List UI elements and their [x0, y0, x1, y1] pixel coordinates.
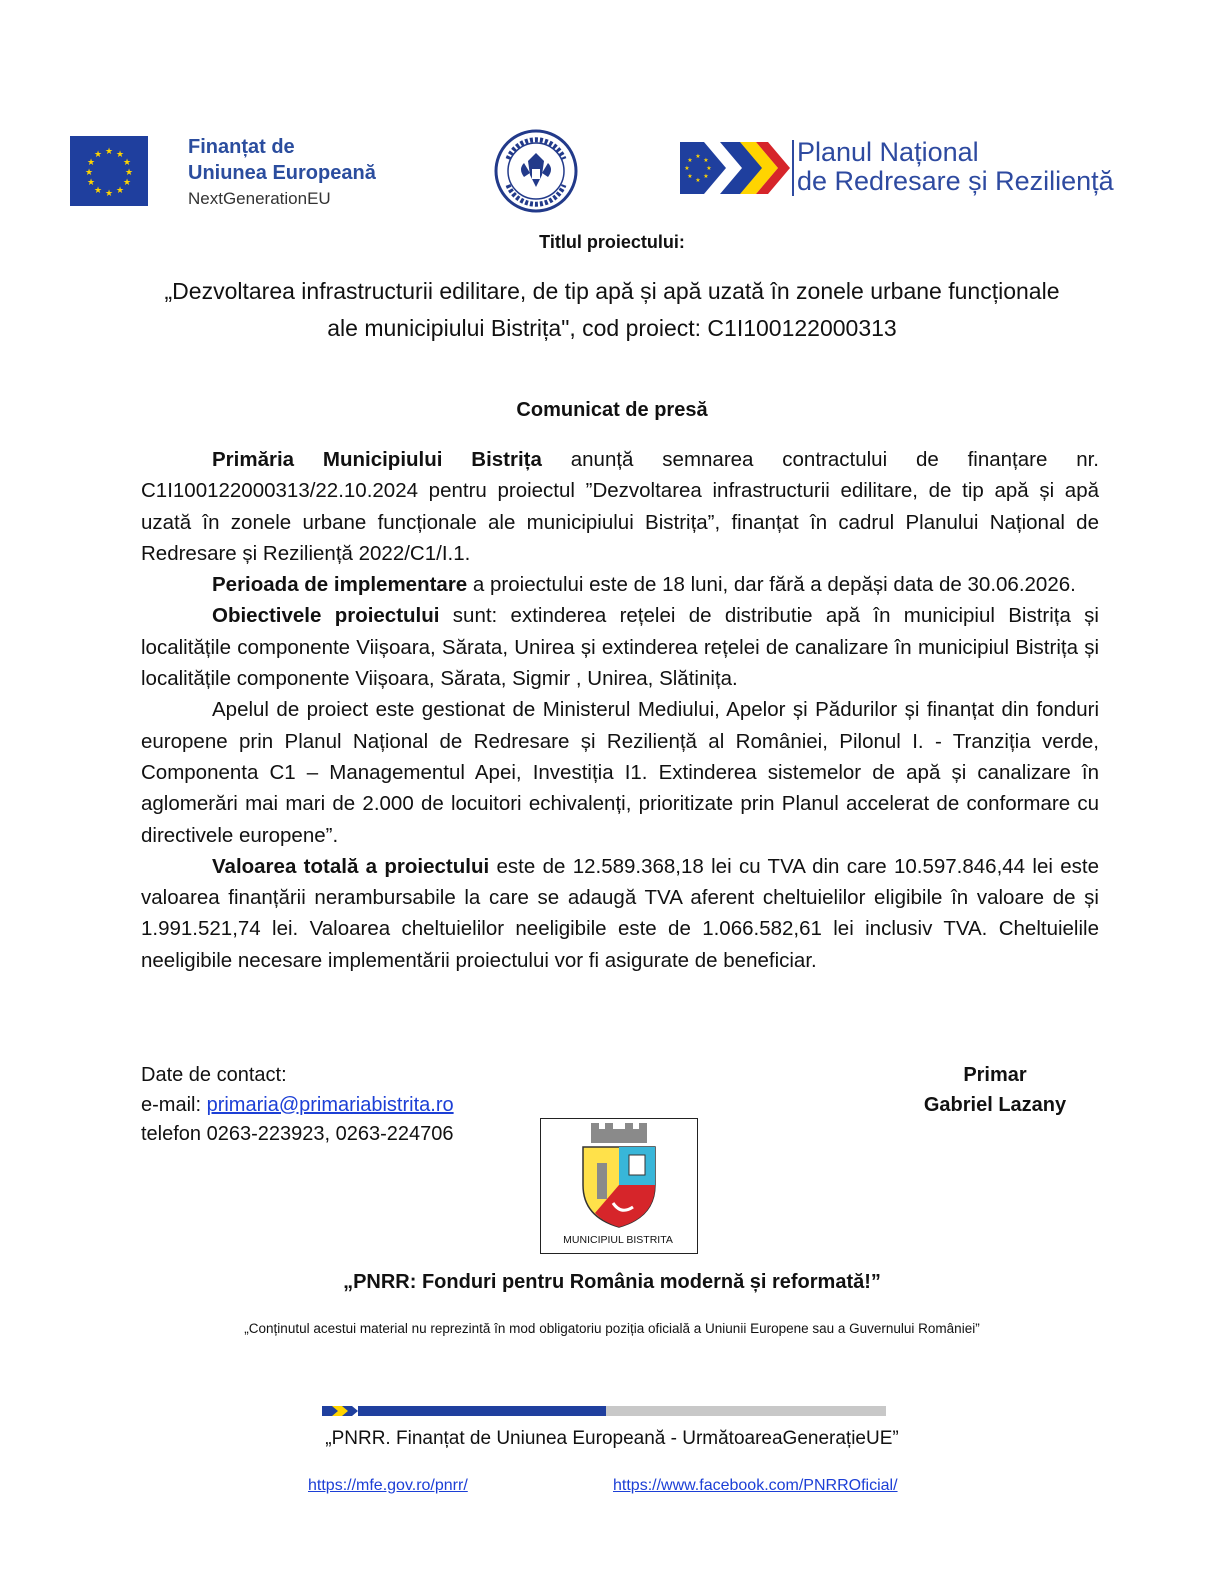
svg-text:★: ★: [706, 165, 712, 172]
paragraph-period-text: a proiectului este de 18 luni, dar fără a depăși data de 30.06.2026.: [467, 573, 1076, 597]
eu-logo-line1: Finanțat de: [188, 136, 295, 158]
svg-text:★: ★: [93, 186, 103, 196]
paragraph-contract-bold: Primăria Municipiului Bistrița: [212, 448, 542, 471]
svg-text:★: ★: [84, 168, 94, 178]
eu-logo-line3: NextGenerationEU: [188, 189, 331, 208]
facebook-pnrr-link[interactable]: https://www.facebook.com/PNRROficial/: [613, 1477, 898, 1494]
paragraph-objectives-text: sunt: extinderea rețelei de distributie apă în municipiul Bistrița și localitățile componente Viișoara, Sărata, Unirea și extinderea rețelei de canalizare în municipiul Bistrița și localitățile componente Viișoara, Sărata, Sigmir , Unirea, Slătinița.: [141, 604, 1099, 691]
mfe-pnrr-link[interactable]: https://mfe.gov.ro/pnrr/: [308, 1477, 468, 1494]
svg-text:★: ★: [703, 157, 709, 164]
paragraph-call: [141, 694, 1099, 850]
pnrr-logo-divider: [792, 140, 794, 196]
contact-email-link[interactable]: primaria@primariabistrita.ro: [206, 1093, 454, 1116]
svg-text:★: ★: [93, 150, 103, 160]
footer-text: „PNRR. Finanțat de Uniunea Europeană - UrmătoareaGenerațieUE”: [325, 1428, 899, 1449]
svg-text:★: ★: [703, 173, 709, 180]
paragraph-value-bold: Valoarea totală a proiectului: [212, 854, 490, 878]
eu-logo-line2: Uniunea Europeană: [188, 162, 376, 184]
paragraph-value: [141, 851, 1099, 976]
svg-text:★: ★: [124, 168, 134, 178]
svg-text:★: ★: [695, 153, 701, 160]
svg-text:★: ★: [695, 177, 701, 184]
contact-phone: telefon 0263-223923, 0263-224706: [141, 1123, 454, 1145]
paragraph-period: [141, 569, 1099, 600]
contact-email-label: e-mail:: [141, 1093, 207, 1116]
paragraph-value-text: este de 12.589.368,18 lei cu TVA din care 10.597.846,44 lei este valoarea finanțării nerambursabile la care se adaugă TVA aferent cheltuielilor eligibile în valoare de și 1.991.521,74 lei. Valoarea cheltuielilor neeligibile este de 1.066.582,61 lei inclusiv TVA. Cheltuielile neeligibile necesare implementării proiectului vor fi asigurate de beneficiar.: [141, 854, 1099, 972]
svg-text:★: ★: [684, 165, 690, 172]
footer-pnrr-bar: [322, 1404, 886, 1418]
contact-block: [141, 1061, 454, 1150]
svg-text:★: ★: [86, 158, 96, 168]
press-release-body: [141, 444, 1099, 976]
svg-text:★: ★: [115, 150, 125, 160]
mayor-role: Primar: [963, 1064, 1027, 1086]
svg-text:★: ★: [687, 173, 693, 180]
pnrr-slogan: „PNRR: Fonduri pentru România modernă și reformată!”: [343, 1271, 881, 1293]
government-seal-icon: [494, 129, 578, 213]
mayor-name: Gabriel Lazany: [923, 1093, 1067, 1116]
svg-text:★: ★: [104, 147, 114, 157]
paragraph-objectives-bold: Obiectivele proiectului: [212, 604, 440, 628]
coat-of-arms-icon: [541, 1119, 697, 1231]
svg-text:★: ★: [122, 158, 132, 168]
svg-text:★: ★: [115, 186, 125, 196]
project-title-label: Titlul proiectului:: [539, 232, 685, 252]
project-title: „Dezvoltarea infrastructurii edilitare, de tip apă și apă uzată în zonele urbane funcționale ale municipiului Bistrița", cod proiect: C1I100122000313: [164, 278, 1060, 341]
pnrr-logo-text: [797, 138, 1114, 196]
press-release-heading: Comunicat de presă: [516, 399, 708, 421]
paragraph-period-bold: Perioada de implementare: [212, 573, 468, 597]
eu-flag-icon: [70, 136, 148, 206]
svg-text:★: ★: [104, 189, 114, 199]
mayor-signature-block: [900, 1061, 1090, 1120]
paragraph-call-text: Apelul de proiect este gestionat de Ministerul Mediului, Apelor și Pădurilor și finanțat din fonduri europene prin Planul Național de Redresare și Reziliență al României, Pilonul I. - Tranziția verde, Componenta C1 – Managementul Apei, Investiția I1. Extinderea sistemelor de apă și canalizare în aglomerări mai mari de 2.000 de locuitori echivalenți, prioritizate prin Planul accelerat de conformare cu directivele europene”.: [141, 698, 1099, 847]
contact-email-row: [141, 1091, 454, 1121]
eu-funding-logo-text: [188, 134, 376, 212]
pnrr-logo-line2: de Redresare și Reziliență: [797, 166, 1114, 196]
svg-text:★: ★: [122, 178, 132, 188]
paragraph-contract: [141, 444, 1099, 569]
coat-of-arms-caption: MUNICIPIUL BISTRITA: [563, 1234, 673, 1246]
contact-title: Date de contact:: [141, 1064, 287, 1086]
disclaimer: „Conținutul acestui material nu reprezintă în mod obligatoriu poziția oficială a Uniunii Europene sau a Guvernului României”: [244, 1321, 980, 1336]
svg-text:★: ★: [86, 178, 96, 188]
paragraph-objectives: [141, 600, 1099, 694]
pnrr-logo-icon: [680, 138, 792, 198]
pnrr-logo-line1: Planul Național: [797, 137, 979, 167]
svg-text:★: ★: [687, 157, 693, 164]
paragraph-contract-text: anunță semnarea contractului de finanțare nr. C1I100122000313/22.10.2024 pentru proiectul ”Dezvoltarea infrastructurii edilitare, de tip apă și apă uzată în zonele urbane funcționale ale municipiului Bistrița”, finanțat în cadrul Planului Național de Redresare și Reziliență 2022/C1/I.1.: [141, 448, 1099, 565]
